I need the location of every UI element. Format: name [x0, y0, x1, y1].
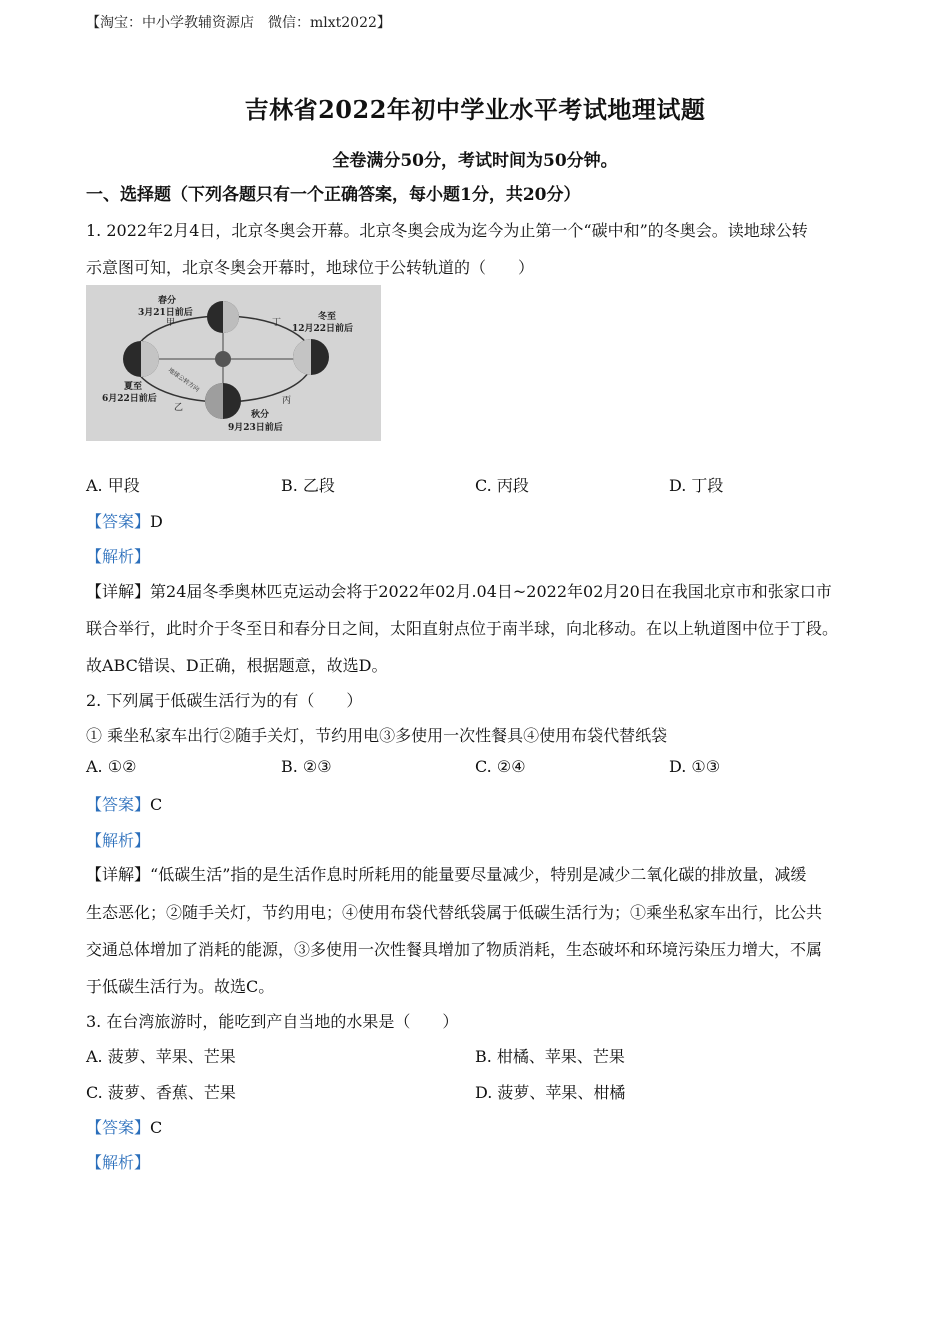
q3-option-a: A. 菠萝、苹果、芒果	[86, 1047, 236, 1066]
segment-jia: 甲	[166, 318, 176, 328]
q3-option-b: B. 柑橘、苹果、芒果	[475, 1047, 625, 1066]
label-qiufen-date: 9月23日前后	[228, 423, 283, 433]
answer-tag: 【答案】	[86, 512, 151, 531]
q1-option-c: C. 丙段	[475, 476, 529, 495]
label-chunfen-date: 3月21日前后	[138, 308, 193, 318]
label-qiufen: 秋分	[251, 410, 270, 420]
q2-option-a: A. ①②	[86, 757, 137, 776]
answer-tag: 【答案】	[86, 1118, 151, 1137]
q2-detail-line3: 交通总体增加了消耗的能源，③多使用一次性餐具增加了物质消耗，生态破坏和环境污染压力增大，不属	[86, 940, 823, 959]
q2-detail-line1	[86, 862, 806, 885]
orbit-diagram	[86, 285, 381, 441]
label-dongzhi: 冬至	[318, 312, 337, 322]
detail-text: 第24届冬季奥林匹克运动会将于2022年02月.04日~2022年02月20日在我国北京市和张家口市	[150, 582, 832, 601]
q1-option-d: D. 丁段	[669, 476, 724, 495]
q1-detail-line2: 联合举行，此时介于冬至日和春分日之间，太阳直射点位于南半球，向北移动。在以上轨道图中位于丁段。	[86, 619, 839, 638]
label-xiazhi: 夏至	[124, 382, 143, 392]
q1-detail-line1	[86, 579, 832, 602]
q3-option-d: D. 菠萝、苹果、柑橘	[475, 1083, 626, 1102]
q3-analysis-tag: 【解析】	[86, 1153, 151, 1172]
q2-items: ① 乘坐私家车出行②随手关灯，节约用电③多使用一次性餐具④使用布袋代替纸袋	[86, 726, 668, 745]
q2-analysis-tag: 【解析】	[86, 831, 151, 850]
answer-value: D	[150, 512, 163, 531]
q3-stem: 3. 在台湾旅游时，能吃到产自当地的水果是（ ）	[86, 1012, 459, 1031]
answer-value: C	[150, 1118, 163, 1137]
exam-info: 全卷满分50分，考试时间为50分钟。	[332, 151, 618, 171]
label-dongzhi-date: 12月22日前后	[292, 324, 354, 334]
q2-stem: 2. 下列属于低碳生活行为的有（ ）	[86, 691, 363, 710]
q2-option-c: C. ②④	[475, 757, 526, 776]
answer-value: C	[150, 795, 163, 814]
orbit-direction-note: 地球公转方向	[166, 366, 201, 394]
label-xiazhi-date: 6月22日前后	[102, 394, 157, 404]
detail-tag: 【详解】	[86, 582, 151, 601]
q1-detail-line3: 故ABC错误、D正确，根据题意，故选D。	[86, 656, 388, 675]
segment-yi: 乙	[174, 403, 184, 413]
sun-icon	[215, 351, 231, 367]
q2-option-b: B. ②③	[281, 757, 332, 776]
q2-answer	[86, 792, 162, 815]
answer-tag: 【答案】	[86, 795, 151, 814]
header-note: 【淘宝：中小学教辅资源店 微信：mlxt2022】	[86, 15, 391, 31]
page-title: 吉林省2022年初中学业水平考试地理试题	[244, 95, 706, 124]
segment-ding: 丁	[272, 318, 282, 328]
q2-option-d: D. ①③	[669, 757, 721, 776]
earth-orbit-figure	[86, 285, 381, 441]
detail-text: “低碳生活”指的是生活作息时所耗用的能量要尽量减少，特别是减少二氧化碳的排放量，减缓	[150, 865, 807, 884]
q1-option-a: A. 甲段	[86, 476, 140, 495]
q1-option-b: B. 乙段	[281, 476, 335, 495]
detail-tag: 【详解】	[86, 865, 151, 884]
label-chunfen: 春分	[158, 296, 177, 306]
q1-analysis-tag: 【解析】	[86, 547, 151, 566]
q1-answer	[86, 509, 163, 532]
q1-stem-line2: 示意图可知，北京冬奥会开幕时，地球位于公转轨道的（ ）	[86, 258, 535, 277]
q2-detail-line4: 于低碳生活行为。故选C。	[86, 977, 275, 996]
q2-detail-line2: 生态恶化；②随手关灯，节约用电；④使用布袋代替纸袋属于低碳生活行为；①乘坐私家车出行，比公共	[86, 903, 823, 922]
q3-answer	[86, 1115, 162, 1138]
segment-bing: 丙	[282, 396, 292, 406]
q1-stem-line1: 1. 2022年2月4日，北京冬奥会开幕。北京冬奥会成为迄今为止第一个“碳中和”的冬奥会。读地球公转	[86, 221, 808, 240]
section-heading: 一、选择题（下列各题只有一个正确答案，每小题1分，共20分）	[86, 185, 581, 205]
q3-option-c: C. 菠萝、香蕉、芒果	[86, 1083, 236, 1102]
